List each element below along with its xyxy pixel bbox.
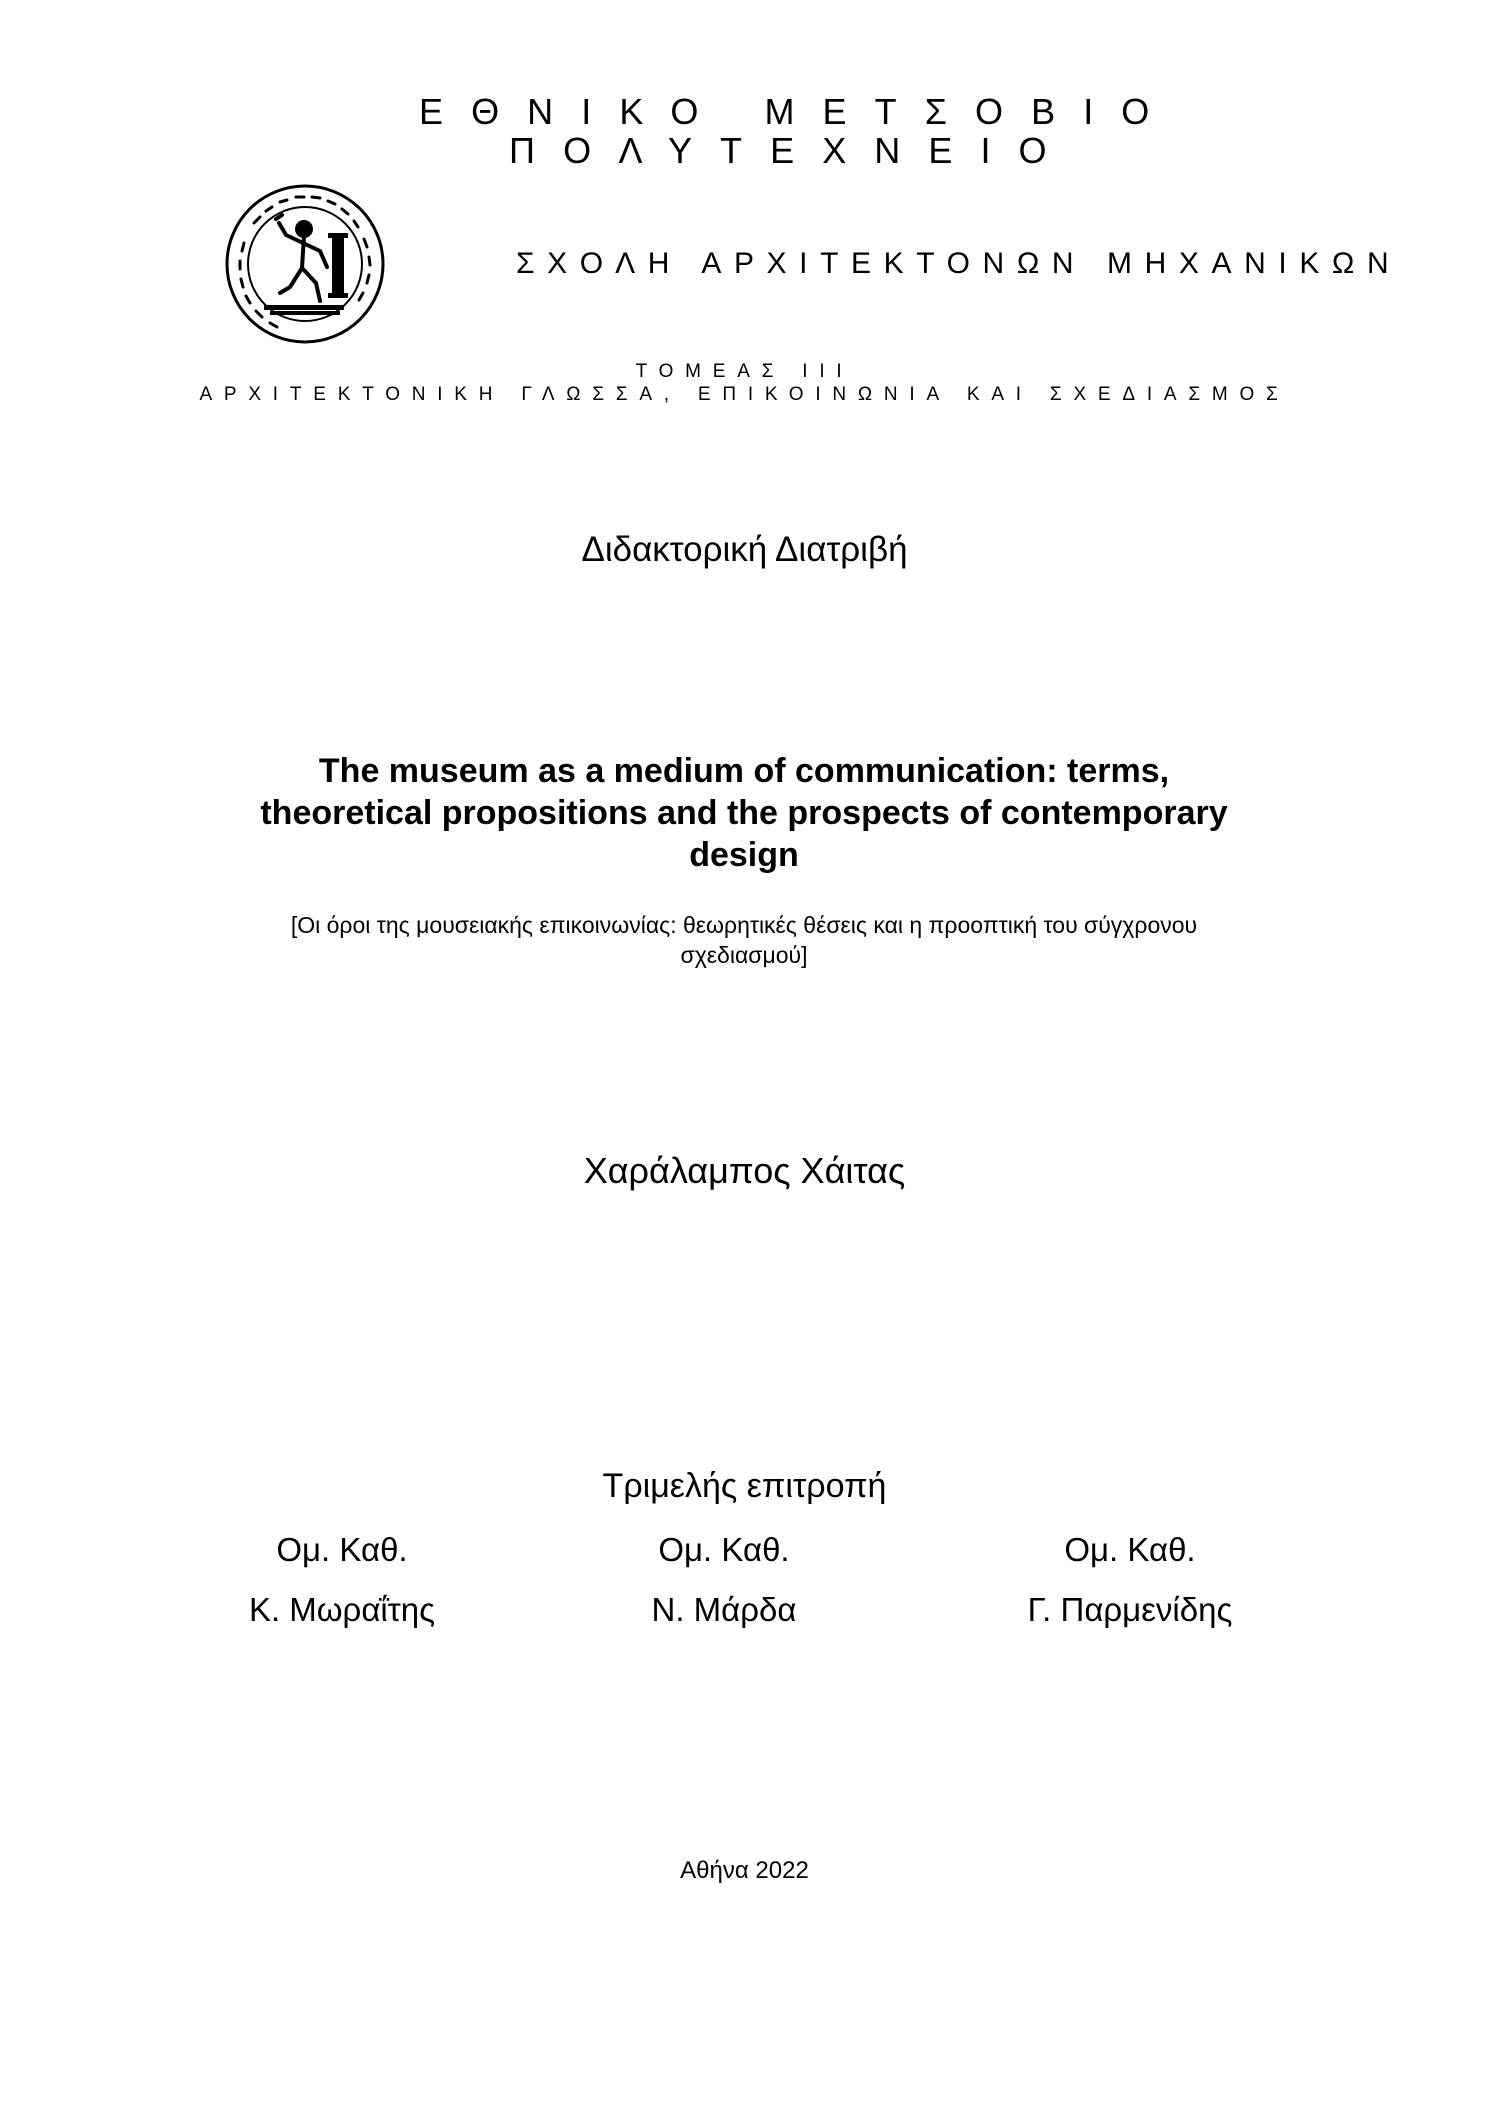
- member-role: Ομ. Καθ.: [1064, 1531, 1196, 1568]
- thesis-title-english: The museum as a medium of communication: terms, theoretical propositions and the prospects of contemporary design: [260, 752, 1228, 874]
- place-and-date: Αθήνα 2022: [680, 1857, 809, 1884]
- member-role: Ομ. Καθ.: [276, 1531, 408, 1568]
- committee-member: [132, 1520, 552, 1640]
- university-seal-icon: [224, 183, 386, 345]
- document-type: Διδακτορική Διατριβή: [581, 530, 908, 569]
- university-name-line-2: ΠΟΛΥΤΕΧΝΕΙΟ: [509, 130, 1075, 171]
- university-name-line-1: ΕΘΝΙΚΟ ΜΕΤΣΟΒΙΟ: [419, 91, 1178, 132]
- member-name: Γ. Παρμενίδης: [1027, 1591, 1233, 1628]
- author-name: Χαράλαμπος Χάιτας: [583, 1150, 906, 1191]
- committee-member: [514, 1520, 934, 1640]
- committee-member: [920, 1520, 1340, 1640]
- thesis-title-greek: [Οι όροι της μουσειακής επικοινωνίας: θεωρητικές θέσεις και η προοπτική του σύγχρονου σχεδιασμού]: [290, 912, 1198, 968]
- school-name: ΣΧΟΛΗ ΑΡΧΙΤΕΚΤΟΝΩΝ ΜΗΧΑΝΙΚΩΝ: [516, 247, 1402, 280]
- committee-heading: Τριμελής επιτροπή: [602, 1467, 887, 1505]
- sector-name: ΑΡΧΙΤΕΚΤΟΝΙΚΗ ΓΛΩΣΣΑ, ΕΠΙΚΟΙΝΩΝΙΑ ΚΑΙ ΣΧΕΔΙΑΣΜΟΣ: [199, 384, 1290, 405]
- member-role: Ομ. Καθ.: [658, 1531, 790, 1568]
- member-name: Κ. Μωραΐτης: [248, 1591, 436, 1628]
- sector-number: ΤΟΜΕΑΣ ΙΙΙ: [635, 361, 854, 382]
- member-name: Ν. Μάρδα: [651, 1591, 797, 1628]
